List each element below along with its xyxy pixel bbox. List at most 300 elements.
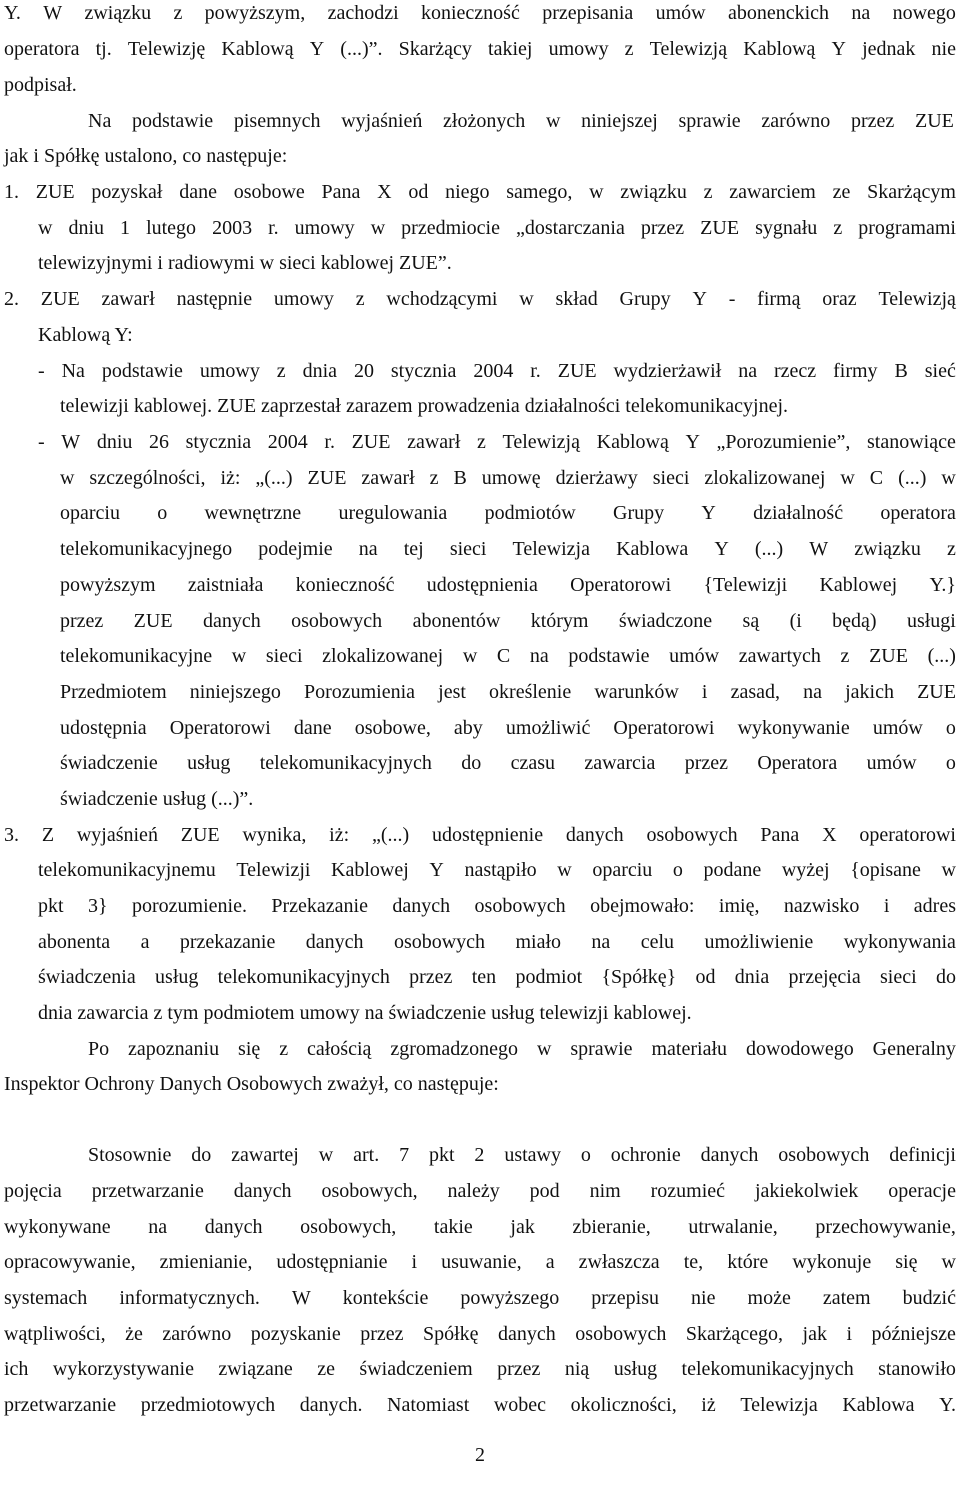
word: przekazanie: [179, 931, 276, 953]
text-line: [60, 608, 956, 634]
text-line: [38, 893, 956, 919]
word: (i: [789, 610, 802, 632]
word: uregulowania: [338, 502, 448, 524]
word: sprawie: [678, 110, 741, 132]
word: ZUE: [351, 431, 391, 453]
text-line: podpisał.: [4, 74, 77, 96]
word: i: [411, 1251, 418, 1273]
text-line: [4, 286, 956, 312]
word: nie: [931, 38, 956, 60]
word: następnie: [176, 288, 253, 310]
word: zarówno: [162, 1323, 232, 1345]
word: W: [43, 2, 63, 24]
word: telekomunikacyjnego: [60, 538, 233, 560]
word: z: [840, 645, 850, 667]
word: takie: [433, 1216, 473, 1238]
word: obejmowało:: [590, 895, 695, 917]
word: świadczone: [618, 610, 713, 632]
text-line: [4, 0, 956, 26]
word: osobowych,: [321, 1180, 418, 1202]
page-number: 2: [475, 1444, 485, 1466]
word: danych: [233, 1180, 292, 1202]
word: {Spółkę}: [601, 966, 677, 988]
text-line: [4, 1356, 956, 1382]
word: Po: [88, 1038, 110, 1060]
word: określenie: [489, 681, 572, 703]
word: i: [883, 895, 890, 917]
word: do: [935, 966, 956, 988]
word: adres: [913, 895, 956, 917]
word: jak: [802, 1323, 827, 1345]
word: w: [536, 1038, 552, 1060]
word: umowy: [199, 360, 260, 382]
word: w: [231, 645, 247, 667]
word: szczególności,: [89, 467, 206, 489]
word: nowego: [892, 2, 956, 24]
word: na: [803, 681, 822, 703]
word: 7: [399, 1144, 410, 1166]
word: jakich: [845, 681, 894, 703]
word: {Telewizji: [703, 574, 788, 596]
text-line: [4, 1392, 956, 1418]
text-line: [38, 964, 956, 990]
word: do: [461, 752, 482, 774]
word: się: [238, 1038, 261, 1060]
word: wykonywane: [4, 1216, 111, 1238]
word: ZUE: [40, 288, 80, 310]
word: usługi: [906, 610, 956, 632]
word: definicji: [889, 1144, 956, 1166]
word: X: [377, 181, 392, 203]
word: dzierżawy: [555, 467, 638, 489]
word: ZUE: [180, 824, 220, 846]
word: ich: [4, 1358, 29, 1380]
text-line: [38, 358, 956, 384]
word: Spółkę: [422, 1323, 479, 1345]
word: Telewizja: [740, 1394, 818, 1416]
word: dnia: [302, 360, 338, 382]
word: sieci: [880, 966, 917, 988]
word: na: [851, 2, 871, 24]
word: rozumieć: [650, 1180, 726, 1202]
word: w: [557, 859, 572, 881]
word: z: [355, 288, 365, 310]
word: w: [589, 181, 604, 203]
word: przez: [60, 610, 104, 632]
word: Przekazanie: [271, 895, 368, 917]
word: zmienianie,: [159, 1251, 253, 1273]
word: Na: [61, 360, 85, 382]
word: B: [453, 467, 467, 489]
word: pozyskał: [91, 181, 163, 203]
word: pod: [529, 1180, 560, 1202]
word: umów: [655, 2, 706, 24]
word: iż:: [329, 824, 350, 846]
word: przetwarzanie: [91, 1180, 204, 1202]
word: Y: [429, 859, 444, 881]
word: danych: [305, 931, 364, 953]
text-line: [4, 36, 956, 62]
word: z: [946, 538, 956, 560]
word: telekomunikacyjnemu: [38, 859, 216, 881]
word: (...): [754, 538, 784, 560]
word: sprawie: [570, 1038, 633, 1060]
word: zatem: [822, 1287, 871, 1309]
word: zawartych: [738, 645, 821, 667]
word: operatora: [4, 38, 80, 60]
word: będą): [832, 610, 877, 632]
text-line: [38, 929, 956, 955]
word: w: [941, 1251, 956, 1273]
word: utrwalanie,: [688, 1216, 778, 1238]
word: w: [462, 645, 478, 667]
word: o: [580, 1144, 591, 1166]
word: informatycznych.: [119, 1287, 260, 1309]
word: Skarżącym: [867, 181, 956, 203]
text-line: Kablową Y:: [38, 324, 133, 346]
text-line: telewizji kablowej. ZUE zaprzestał zarazem prowadzenia działalności telekomunikacyjnej.: [60, 395, 788, 417]
word: zlokalizowanej: [322, 645, 444, 667]
word: Na: [88, 110, 112, 132]
word: „(...): [371, 824, 410, 846]
word: zbieranie,: [572, 1216, 651, 1238]
word: 2003: [212, 217, 253, 239]
word: umów: [866, 752, 917, 774]
word: imię,: [718, 895, 760, 917]
word: z: [833, 217, 843, 239]
text-line: Inspektor Ochrony Danych Osobowych zważył, co następuje:: [4, 1073, 499, 1095]
word: zawarciem: [729, 181, 816, 203]
word: stanowiące: [867, 431, 956, 453]
word: zgromadzonego: [390, 1038, 519, 1060]
word: (...)”.: [340, 38, 383, 60]
word: umożliwienie: [704, 931, 814, 953]
word: powyższego: [460, 1287, 560, 1309]
word: wynika,: [242, 824, 307, 846]
text-line: [60, 572, 956, 598]
word: Operatorowi: [169, 717, 271, 739]
word: oparciu: [592, 859, 653, 881]
word: związku: [854, 538, 921, 560]
word: przez: [360, 1323, 404, 1345]
word: z: [624, 38, 634, 60]
word: powyższym,: [204, 2, 306, 24]
word: W: [809, 538, 829, 560]
word: zawarł: [361, 467, 415, 489]
word: systemach: [4, 1287, 88, 1309]
text-line: [4, 1214, 956, 1240]
word: zawartej: [231, 1144, 299, 1166]
word: Y: [714, 538, 729, 560]
word: Telewizją: [502, 431, 580, 453]
word: pkt: [428, 1144, 455, 1166]
word: 1: [120, 217, 131, 239]
word: Y.: [4, 2, 21, 24]
word: z: [279, 1038, 289, 1060]
word: oparciu: [60, 502, 120, 524]
word: ZUE: [915, 110, 954, 132]
word: Przedmiotem: [60, 681, 167, 703]
word: 3}: [87, 895, 108, 917]
word: budzić: [902, 1287, 956, 1309]
word: Grupy: [619, 288, 671, 310]
word: osobowych: [646, 824, 738, 846]
word: nim: [589, 1180, 621, 1202]
word: pozyskanie: [250, 1323, 341, 1345]
word: podmiotów: [484, 502, 576, 524]
word: całością: [307, 1038, 372, 1060]
word: zawarł: [101, 288, 155, 310]
word: oraz: [822, 288, 857, 310]
word: umowy: [294, 217, 355, 239]
word: udostępnia: [60, 717, 147, 739]
word: ze: [317, 1358, 335, 1380]
word: wobec: [493, 1394, 547, 1416]
word: konieczność: [420, 2, 520, 24]
word: wykonywania: [843, 931, 956, 953]
word: danych: [565, 824, 624, 846]
word: o: [157, 502, 168, 524]
word: niniejszej: [581, 110, 658, 132]
word: -: [38, 360, 45, 382]
word: danych: [202, 610, 261, 632]
word: ZUE: [700, 217, 740, 239]
word: usług: [155, 966, 199, 988]
word: udostępnienia: [426, 574, 538, 596]
word: Telewizję: [127, 38, 206, 60]
word: -: [38, 431, 45, 453]
word: w: [941, 467, 956, 489]
word: działalność: [753, 502, 844, 524]
word: ZUE: [133, 610, 173, 632]
word: przepisu: [591, 1287, 660, 1309]
word: {opisane: [850, 859, 921, 881]
word: niniejszego: [189, 681, 281, 703]
word: z: [477, 431, 486, 453]
word: -: [728, 288, 736, 310]
word: kontekście: [342, 1287, 429, 1309]
word: związane: [218, 1358, 293, 1380]
word: ZUE: [35, 181, 75, 203]
word: sygnału: [755, 217, 818, 239]
word: telekomunikacyjnych: [681, 1358, 854, 1380]
text-line: [60, 750, 956, 776]
text-line: [38, 215, 956, 241]
word: art.: [353, 1144, 380, 1166]
word: wątpliwości,: [4, 1323, 106, 1345]
text-line: telewizyjnymi i radiowymi w sieci kablowej ZUE”.: [38, 252, 452, 274]
word: i: [846, 1323, 853, 1345]
text-line: [88, 1036, 956, 1062]
word: konieczność: [295, 574, 395, 596]
text-line: [60, 500, 956, 526]
word: osobowych: [575, 1323, 667, 1345]
word: (...): [898, 467, 927, 489]
word: złożonych: [443, 110, 526, 132]
word: dane: [293, 717, 332, 739]
text-line: jak i Spółkę ustalono, co następuje:: [4, 145, 288, 167]
word: Y: [701, 502, 716, 524]
word: firmą: [757, 288, 801, 310]
word: umożliwić: [505, 717, 591, 739]
word: X: [822, 824, 837, 846]
word: 2.: [4, 288, 19, 310]
word: Kablową: [596, 431, 669, 453]
word: świadczenia: [38, 966, 136, 988]
word: 3.: [4, 824, 19, 846]
text-line: [4, 1249, 956, 1275]
word: w: [38, 217, 53, 239]
word: którym: [530, 610, 589, 632]
word: z: [276, 360, 286, 382]
word: powyższym: [60, 574, 156, 596]
word: pisemnych: [233, 110, 321, 132]
word: jest: [438, 681, 466, 703]
word: zlokalizowanej: [704, 467, 826, 489]
word: przez: [640, 217, 685, 239]
text-line: [4, 179, 956, 205]
text-line: [88, 1142, 956, 1168]
text-line: [4, 1285, 956, 1311]
word: dnia: [734, 966, 770, 988]
word: danych: [392, 895, 451, 917]
word: podejmie: [258, 538, 333, 560]
word: Y: [309, 38, 325, 60]
word: Telewizją: [649, 38, 728, 60]
word: W: [291, 1287, 311, 1309]
word: Porozumienia: [303, 681, 416, 703]
word: pkt: [38, 895, 64, 917]
word: wyżej: [781, 859, 830, 881]
text-line: [38, 429, 956, 455]
word: podstawie: [132, 110, 214, 132]
word: usług: [613, 1358, 658, 1380]
word: telekomunikacyjne: [60, 645, 213, 667]
word: się: [895, 1251, 918, 1273]
word: o: [945, 752, 956, 774]
word: sieci: [265, 645, 303, 667]
word: Skarżącego,: [685, 1323, 784, 1345]
word: ZUE: [869, 645, 908, 667]
word: zachodzi: [327, 2, 399, 24]
word: z: [173, 2, 183, 24]
word: w: [60, 467, 75, 489]
word: Y: [831, 38, 846, 60]
word: sieci: [652, 467, 690, 489]
word: stycznia: [390, 360, 457, 382]
word: opracowywanie,: [4, 1251, 136, 1273]
word: iż:: [220, 467, 241, 489]
word: stycznia: [185, 431, 252, 453]
word: na: [148, 1216, 168, 1238]
word: na: [529, 645, 549, 667]
word: operatorowi: [859, 824, 956, 846]
word: w: [370, 217, 386, 239]
word: które: [727, 1251, 769, 1273]
word: świadczeniem: [359, 1358, 473, 1380]
word: przetwarzanie: [4, 1394, 117, 1416]
word: Operatorowi: [613, 717, 715, 739]
word: 2004: [473, 360, 514, 382]
word: dane: [179, 181, 217, 203]
word: związku: [84, 2, 152, 24]
text-line: [60, 679, 956, 705]
text-line: [4, 1178, 956, 1204]
word: i: [701, 681, 708, 703]
word: świadczenie: [60, 752, 158, 774]
word: abonenckich: [727, 2, 830, 24]
word: a: [140, 931, 150, 953]
word: w: [545, 110, 561, 132]
word: podmiot: [515, 966, 583, 988]
word: jednak: [862, 38, 916, 60]
word: programami: [858, 217, 956, 239]
word: aby: [453, 717, 483, 739]
word: wydzierżawił: [613, 360, 722, 382]
word: nią: [564, 1358, 590, 1380]
word: dniu: [96, 431, 133, 453]
word: Generalny: [872, 1038, 956, 1060]
text-line: [60, 643, 956, 669]
word: przez: [409, 966, 453, 988]
word: „Porozumienie”,: [716, 431, 851, 453]
word: udostępnianie: [276, 1251, 388, 1273]
word: czasu: [510, 752, 555, 774]
word: udostępnienie: [431, 824, 544, 846]
word: ze: [832, 181, 851, 203]
word: okoliczności,: [570, 1394, 677, 1416]
word: umów: [872, 717, 923, 739]
text-line: dnia zawarcia z tym podmiotem umowy na świadczenie usług telewizji kablowej.: [38, 1002, 692, 1024]
word: w: [519, 288, 534, 310]
word: zaistniała: [187, 574, 264, 596]
word: w: [941, 859, 956, 881]
word: a: [545, 1251, 555, 1273]
word: 2: [474, 1144, 485, 1166]
word: wykonuje: [792, 1251, 872, 1273]
word: warunków: [594, 681, 679, 703]
text-line: [60, 465, 956, 491]
text-line: [60, 715, 956, 741]
word: późniejsze: [871, 1323, 956, 1345]
word: ZUE: [917, 681, 956, 703]
text-line: [4, 1321, 956, 1347]
word: pojęcia: [4, 1180, 62, 1202]
word: C: [869, 467, 884, 489]
word: zwłaszcza: [578, 1251, 660, 1273]
word: r.: [530, 360, 541, 382]
word: te,: [683, 1251, 704, 1273]
word: Operatora: [757, 752, 838, 774]
word: iż: [701, 1394, 716, 1416]
word: Operatorowi: [570, 574, 672, 596]
word: stanowiło: [878, 1358, 956, 1380]
word: Kablowa: [842, 1394, 915, 1416]
word: celu: [640, 931, 675, 953]
word: osobowych: [291, 610, 383, 632]
text-line: [4, 822, 956, 848]
text-line: świadczenie usług (...)”.: [60, 788, 254, 810]
word: przejęcia: [788, 966, 861, 988]
word: Y.: [939, 1394, 956, 1416]
word: wyjaśnień: [341, 110, 423, 132]
word: osobowe: [233, 181, 305, 203]
word: przedmiotowych: [140, 1394, 276, 1416]
word: osobowych,: [300, 1216, 397, 1238]
word: przepisania: [542, 2, 634, 24]
word: lutego: [146, 217, 197, 239]
word: Z: [41, 824, 55, 846]
